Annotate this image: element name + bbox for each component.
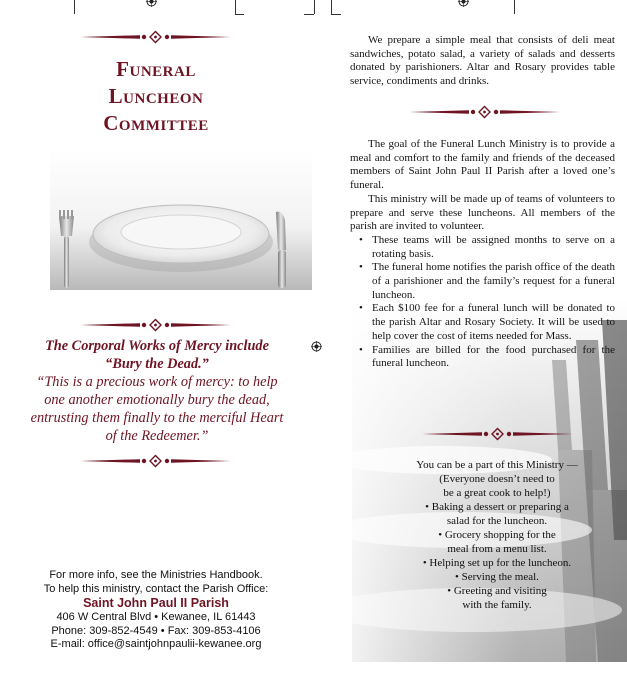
crop-mark xyxy=(331,0,332,14)
plate-setting-image xyxy=(50,150,312,290)
ornamental-divider-icon xyxy=(407,105,562,119)
list-item: • Greeting and visiting xyxy=(447,585,547,597)
list-item: salad for the luncheon. xyxy=(446,515,548,527)
quote-subheading: “Bury the Dead.” xyxy=(105,356,209,372)
contact-line: For more info, see the Ministries Handbook. xyxy=(49,569,263,581)
volunteer-intro: You can be a part of this Ministry — xyxy=(416,459,578,471)
ornamental-divider-icon xyxy=(78,30,233,44)
list-item: • The funeral home notifies the parish office of the death of a parishioner and the family’s request for a funeral luncheon. xyxy=(350,261,615,302)
brochure-inside-panel xyxy=(342,0,627,674)
list-item: meal from a menu list. xyxy=(447,543,547,555)
parish-address: 406 W Central Blvd • Kewanee, IL 61443 xyxy=(56,611,256,624)
list-item: • Helping set up for the luncheon. xyxy=(422,557,572,569)
corporal-works-quote xyxy=(26,337,288,445)
ornamental-divider-icon xyxy=(78,454,233,468)
list-item: • Families are billed for the food purchased for the funeral luncheon. xyxy=(350,344,615,371)
ornamental-divider-icon xyxy=(78,318,233,332)
ministry-details-list xyxy=(350,234,615,371)
intro-paragraph: We prepare a simple meal that consists of deli meat sandwiches, potato salad, a variety of salads and desserts donated by parishioners. Altar and Rosary provides table service, condiments and drinks. xyxy=(350,34,615,88)
title-line: Committee xyxy=(103,111,209,135)
contact-info xyxy=(28,569,284,652)
parish-phone: Phone: 309-852-4549 • Fax: 309-853-4106 xyxy=(51,624,261,637)
title-line: Luncheon xyxy=(108,84,204,108)
ministry-goal-section xyxy=(350,138,615,371)
list-item: with the family. xyxy=(462,599,532,611)
title-line: Funeral xyxy=(116,57,196,81)
teams-paragraph: This ministry will be made up of teams of volunteers to prepare and serve these luncheons. All members of the parish are invited to volunteer. xyxy=(350,192,615,233)
brochure-title xyxy=(60,56,252,137)
volunteer-intro: (Everyone doesn’t need to xyxy=(439,473,555,485)
list-item: • Grocery shopping for the xyxy=(438,529,556,541)
list-item: • Baking a dessert or preparing a xyxy=(425,501,569,513)
quote-heading: The Corporal Works of Mercy include xyxy=(45,338,269,354)
list-item: • Each $100 fee for a funeral lunch will be donated to the parish Altar and Rosary Society. It will be used to help cover the cost of items needed for Mass. xyxy=(350,302,615,343)
quote-body: “This is a precious work of mercy: to help one another emotionally bury the dead, entrusting them finally to the merciful Heart of the Redeemer.” xyxy=(30,374,284,444)
parish-name: Saint John Paul II Parish xyxy=(83,596,229,611)
crop-mark xyxy=(314,0,315,14)
contact-line: To help this ministry, contact the Parish Office: xyxy=(43,582,269,595)
volunteer-opportunities xyxy=(382,458,612,612)
volunteer-intro: be a great cook to help!) xyxy=(443,487,551,499)
list-item: • These teams will be assigned months to serve on a rotating basis. xyxy=(350,234,615,261)
goal-paragraph: The goal of the Funeral Lunch Ministry is to provide a meal and comfort to the family and friends of the deceased members of Saint John Paul II Parish after a loved one’s funeral. xyxy=(350,138,615,192)
crop-mark xyxy=(331,14,341,15)
ornamental-divider-icon xyxy=(420,427,575,441)
meal-description xyxy=(350,34,615,89)
list-item: • Serving the meal. xyxy=(455,571,539,583)
parish-email[interactable]: E-mail: office@saintjohnpaulii-kewanee.org xyxy=(50,638,262,651)
